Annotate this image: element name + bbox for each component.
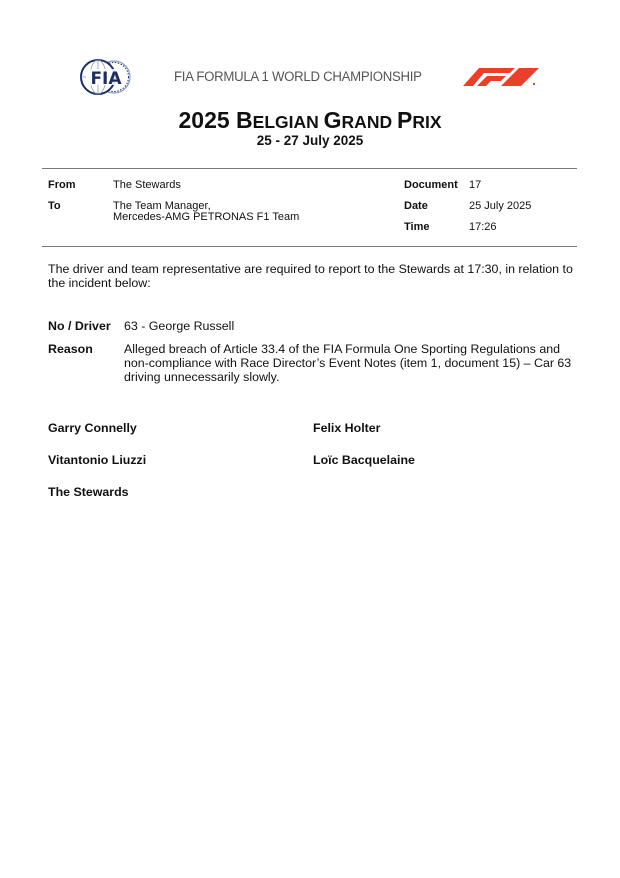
- to-label: To: [48, 200, 61, 212]
- steward-signature: Felix Holter: [313, 421, 381, 435]
- steward-signature: Garry Connelly: [48, 421, 137, 435]
- event-title-part: PRIX: [396, 107, 442, 133]
- event-title-part: GRAND: [323, 107, 397, 133]
- date-label: Date: [404, 200, 428, 212]
- from-label: From: [48, 179, 76, 191]
- intro-text: The driver and team representative are required to report to the Stewards at 17:30, in relation to the incident below:: [48, 262, 573, 290]
- reason-label: Reason: [48, 342, 93, 356]
- to-value-line: The Team Manager,: [113, 200, 211, 212]
- steward-signature: Loïc Bacquelaine: [313, 453, 415, 467]
- reason-value: Alleged breach of Article 33.4 of the FIA Formula One Sporting Regulations and non-compliance with Race Director’s Event Notes (item 1, document 15) – Car 63 driving unnecessarily slowly.: [124, 342, 572, 384]
- time-label: Time: [404, 221, 430, 233]
- document-value: 17: [469, 179, 482, 191]
- stewards-footer: The Stewards: [48, 485, 129, 499]
- event-title: [0, 107, 620, 134]
- driver-label: No / Driver: [48, 319, 111, 333]
- document-label: Document: [404, 179, 458, 191]
- divider: [42, 168, 577, 169]
- f1-logo: [463, 64, 541, 88]
- fia-logo: [80, 58, 132, 96]
- driver-value: 63 - George Russell: [124, 319, 235, 333]
- event-title-part: 2025 BELGIAN: [178, 107, 324, 133]
- steward-signature: Vitantonio Liuzzi: [48, 453, 147, 467]
- fia-logo-text: FIA: [90, 69, 122, 89]
- date-value: 25 July 2025: [469, 200, 532, 212]
- to-value-line: Mercedes-AMG PETRONAS F1 Team: [113, 211, 300, 223]
- event-dates: 25 - 27 July 2025: [256, 133, 364, 148]
- from-value: The Stewards: [113, 179, 181, 191]
- championship-title: FIA FORMULA 1 WORLD CHAMPIONSHIP: [174, 69, 422, 85]
- time-value: 17:26: [469, 221, 497, 233]
- to-value: [113, 201, 299, 223]
- divider: [42, 246, 577, 247]
